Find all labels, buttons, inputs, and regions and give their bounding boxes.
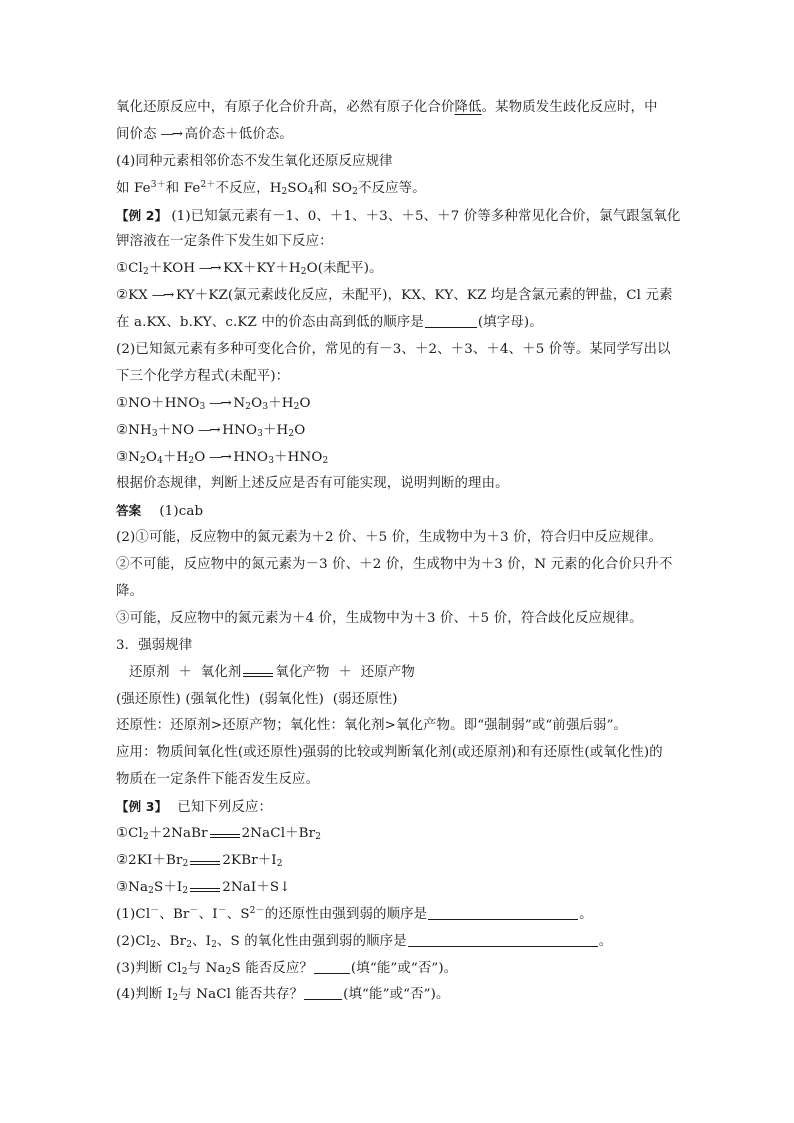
text-line: 根据价态规律，判断上述反应是否有可能实现，说明判断的理由。 [116, 476, 509, 492]
reaction-arrow: —→ [209, 395, 230, 411]
section-heading: (4)同种元素相邻价态不发生氧化还原反应规律 [116, 153, 393, 169]
question-line: (3)判断 $Cl_2$与 $Na_2S$ 能否反应？ (填“能”或“否”)。 [116, 956, 681, 983]
text-line: 氧化还原反应中，有原子化合价升高，必然有原子化合价降低。某物质发生歧化反应时，中 [116, 100, 658, 115]
answer-blank[interactable] [408, 931, 598, 947]
text-line: 降。 [116, 584, 144, 600]
text-line: (强还原性) (强氧化性) (弱氧化性) (弱还原性) [116, 691, 398, 707]
text-line: 应用：物质间氧化性(或还原性)强弱的比较或判断氧化剂(或还原剂)和有还原性(或氧化性)的 [116, 745, 663, 761]
equation-line: $①NO+HNO_3$ —→ $N_2O_3+H_2O$ [116, 391, 681, 418]
text-line: 下三个化学方程式(未配平)： [116, 368, 290, 384]
equation-line: $③N_2O_4+H_2O$ —→ $HNO_3+HNO_2$ [116, 445, 681, 472]
example-tag: 【例 2】 [116, 207, 168, 223]
answer-header: 答案 (1)cab [116, 503, 204, 520]
answer-blank[interactable] [425, 312, 477, 328]
equation-line: $③Na_2S+I_2$ 2NaI＋S↓ [116, 879, 291, 896]
reaction-arrow: —→ [197, 422, 219, 438]
equation-line: $②2KI+Br_2$ $2KBr+I_2$ [116, 852, 283, 869]
answer-blank[interactable] [314, 958, 350, 974]
question-line: $(2)Cl_2$、$Br_2$、$I_2$、S 的氧化性由强到弱的顺序是 。 [116, 929, 681, 956]
text-line: 在 a.KX、b.KY、c.KZ 中的价态由高到低的顺序是 (填字母)。 [116, 310, 681, 337]
text-line: (2)①可能，反应物中的氮元素为＋2 价、＋5 价，生成物中为＋3 价，符合归中反应规律。 [116, 530, 663, 546]
text-line: 如 $Fe^{3+}$和 $Fe^{2+}$不反应，$H_2SO_4$和 $SO_2$不反应等。 [116, 179, 426, 197]
section-heading: 3．强弱规律 [116, 637, 193, 653]
equation-line: $①Cl_2+2NaBr$ $2NaCl+Br_2$ [116, 826, 322, 843]
reaction-arrow: —→ [160, 126, 181, 142]
text-line: 间价态 —→ 高价态＋低价态。 [116, 122, 681, 149]
answer-blank[interactable] [304, 984, 342, 1000]
example-3-header: 【例 3】 已知下列反应： [116, 799, 273, 816]
text-line: (2)已知氮元素有多种可变化合价，常见的有－3、＋2、＋3、＋4、＋5 价等。某同学写出以 [116, 342, 671, 358]
document-page [116, 95, 681, 1009]
reaction-arrow: —→ [151, 288, 173, 304]
question-line: (4)判断 $I_2$与 NaCl 能否共存？ (填“能”或“否”)。 [116, 982, 681, 1009]
question-line: (1)Cl－、Br－、I－、$S^{2-}$的还原性由强到弱的顺序是 。 [116, 905, 593, 922]
text-line: 钾溶液在一定条件下发生如下反应： [116, 234, 333, 250]
example-tag: 【例 3】 [116, 799, 168, 815]
equation-line: ②KX —→ KY＋KZ(氯元素歧化反应，未配平)，KX、KY、KZ 均是含氯元素的钾盐，Cl 元素 [116, 283, 681, 310]
answer-blank[interactable] [428, 904, 578, 920]
equation-line: 还原剂 ＋ 氧化剂 氧化产物 ＋ 还原产物 [129, 664, 415, 680]
equation-line: $②NH_3+NO$ —→ $HNO_3+H_2O$ [116, 418, 681, 445]
underlined-term: 降低 [454, 100, 482, 115]
example-2-header: 【例 2】 (1)已知氯元素有－1、0、＋1、＋3、＋5、＋7 价等多种常见化合价，氯气跟氢氧化 [116, 207, 681, 224]
text-line: ②不可能，反应物中的氮元素为－3 价、＋2 价，生成物中为＋3 价，N 元素的化合价只升不 [116, 557, 673, 573]
text-line: 物质在一定条件下能否发生反应。 [116, 772, 320, 788]
answer-tag: 答案 [116, 503, 142, 519]
reaction-arrow: —→ [209, 449, 230, 465]
reaction-arrow: —→ [198, 261, 220, 277]
text-line: 还原性：还原剂>还原产物；氧化性：氧化剂>氧化产物。即“强制弱”或“前强后弱”。 [116, 718, 628, 734]
equation-line: $①Cl_2+KOH$ —→ $KX+KY+H_2O$(未配平)。 [116, 256, 681, 283]
text-line: ③可能，反应物中的氮元素为＋4 价，生成物中为＋3 价、＋5 价，符合歧化反应规律。 [116, 610, 643, 626]
